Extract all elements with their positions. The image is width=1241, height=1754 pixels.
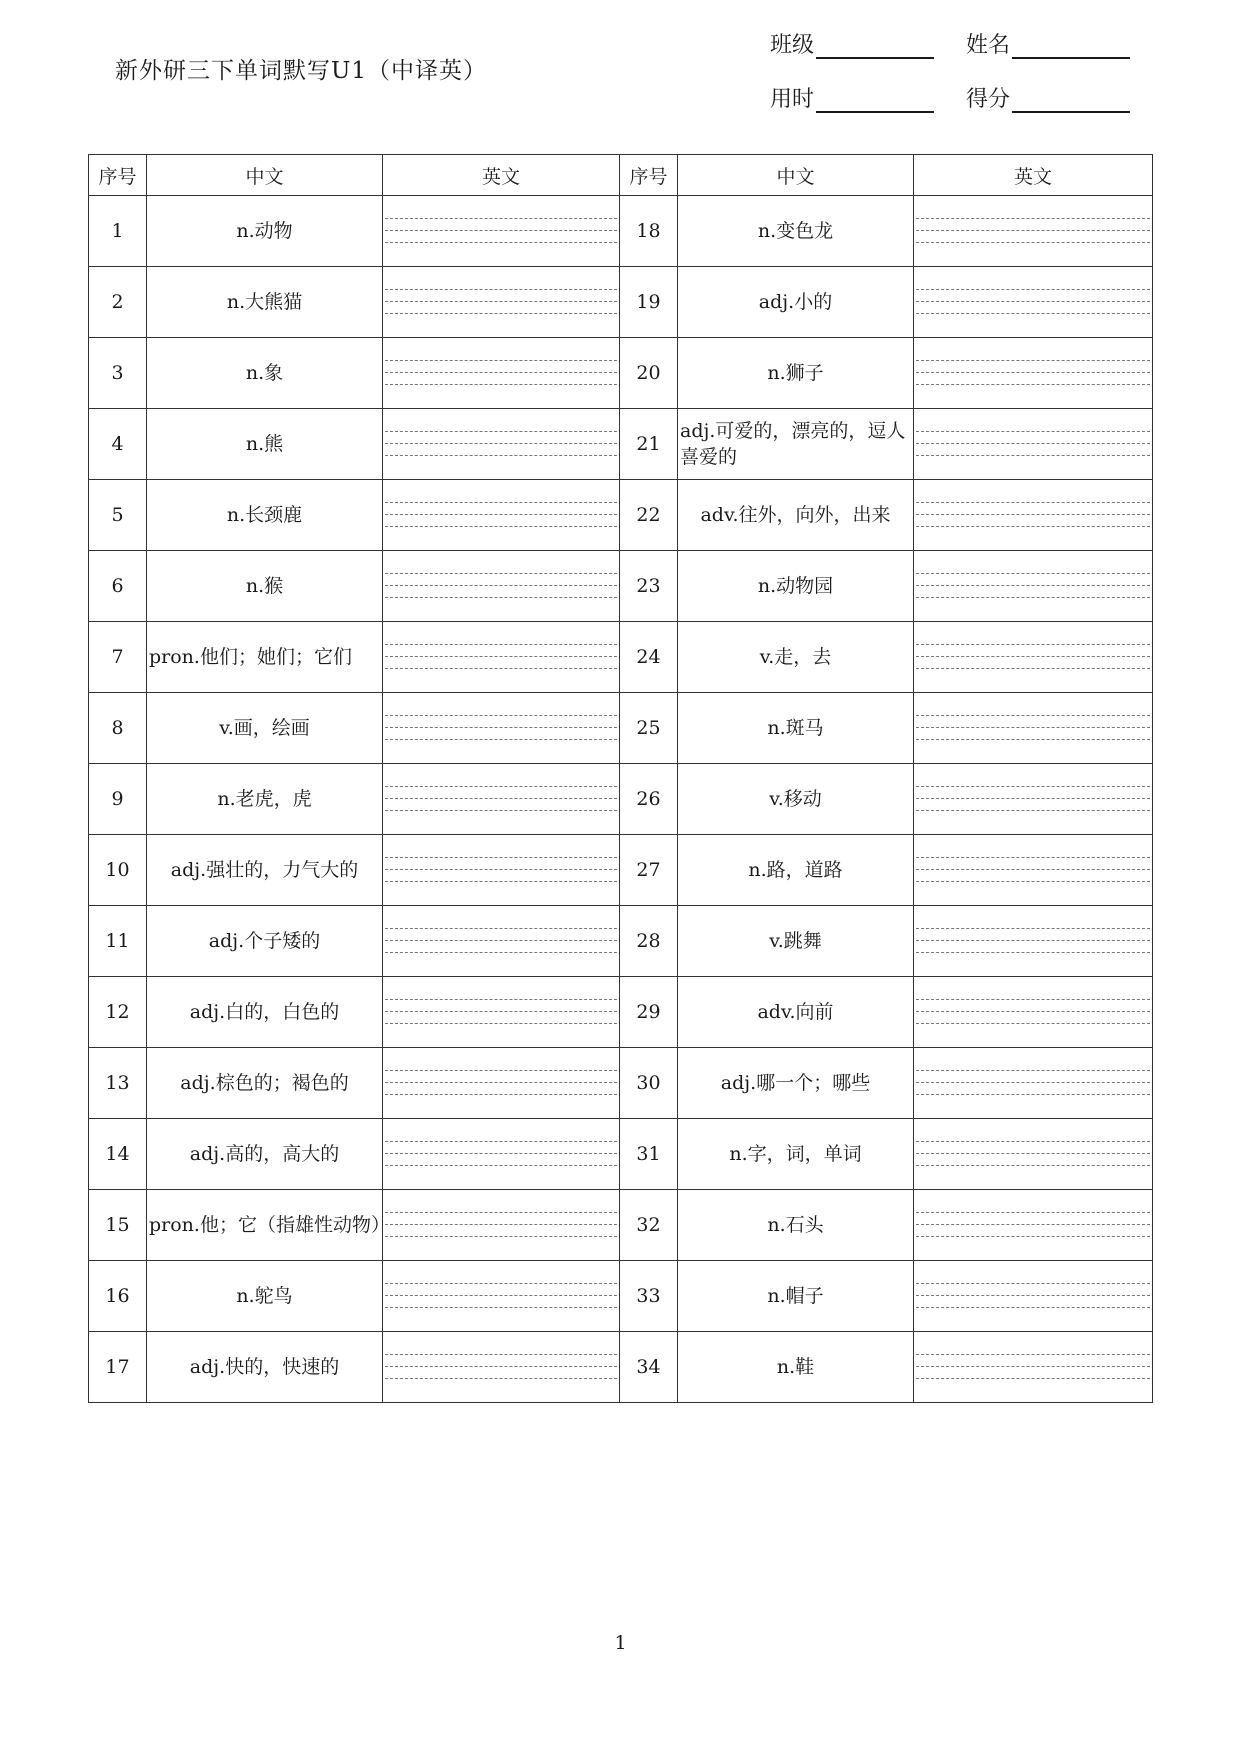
answer-guide-line: [916, 514, 1150, 515]
answer-guide-line: [385, 857, 617, 858]
english-answer-blank[interactable]: [383, 196, 620, 267]
answer-guide-line: [916, 940, 1150, 941]
chinese-meaning: v.画，绘画: [147, 693, 383, 764]
item-number: 32: [620, 1190, 678, 1261]
answer-guide-line: [385, 1082, 617, 1083]
chinese-meaning: n.字，词，单词: [678, 1119, 914, 1190]
table-row: [89, 906, 1153, 977]
vocabulary-table: [88, 154, 1153, 1403]
answer-guide-line: [916, 881, 1150, 882]
answer-guide-line: [916, 1224, 1150, 1225]
item-number: 18: [620, 196, 678, 267]
item-number: 20: [620, 338, 678, 409]
answer-guide-line: [916, 952, 1150, 953]
answer-guide-line: [385, 786, 617, 787]
column-header-english: 英文: [383, 155, 620, 196]
table-row: [89, 196, 1153, 267]
answer-guide-line: [916, 1366, 1150, 1367]
answer-guide-line: [385, 952, 617, 953]
answer-guide-line: [916, 644, 1150, 645]
english-answer-blank[interactable]: [383, 1119, 620, 1190]
answer-guide-line: [385, 230, 617, 231]
student-info: [770, 28, 1162, 136]
item-number: 24: [620, 622, 678, 693]
chinese-meaning: n.狮子: [678, 338, 914, 409]
score-field[interactable]: [966, 82, 1162, 113]
english-answer-blank[interactable]: [914, 906, 1153, 977]
english-answer-blank[interactable]: [383, 835, 620, 906]
english-answer-blank[interactable]: [914, 835, 1153, 906]
english-answer-blank[interactable]: [383, 906, 620, 977]
answer-guide-line: [385, 668, 617, 669]
class-field[interactable]: [770, 28, 966, 59]
chinese-meaning: n.长颈鹿: [147, 480, 383, 551]
answer-guide-line: [916, 798, 1150, 799]
item-number: 27: [620, 835, 678, 906]
answer-guide-line: [385, 1165, 617, 1166]
item-number: 4: [89, 409, 147, 480]
answer-guide-line: [916, 857, 1150, 858]
item-number: 26: [620, 764, 678, 835]
answer-guide-line: [916, 668, 1150, 669]
item-number: 19: [620, 267, 678, 338]
item-number: 8: [89, 693, 147, 764]
table-row: [89, 1332, 1153, 1403]
column-header-number: 序号: [89, 155, 147, 196]
chinese-meaning: n.斑马: [678, 693, 914, 764]
english-answer-blank[interactable]: [914, 267, 1153, 338]
answer-guide-line: [385, 573, 617, 574]
table-row: [89, 764, 1153, 835]
chinese-meaning: n.帽子: [678, 1261, 914, 1332]
answer-guide-line: [385, 715, 617, 716]
answer-guide-line: [385, 455, 617, 456]
answer-guide-line: [385, 644, 617, 645]
chinese-meaning: adj.强壮的，力气大的: [147, 835, 383, 906]
answer-guide-line: [916, 360, 1150, 361]
answer-guide-line: [916, 289, 1150, 290]
table-row: [89, 1119, 1153, 1190]
item-number: 5: [89, 480, 147, 551]
answer-guide-line: [385, 1011, 617, 1012]
english-answer-blank[interactable]: [383, 480, 620, 551]
english-answer-blank[interactable]: [383, 267, 620, 338]
item-number: 17: [89, 1332, 147, 1403]
score-label: 得分: [966, 87, 1011, 112]
answer-guide-line: [916, 1094, 1150, 1095]
chinese-meaning: v.跳舞: [678, 906, 914, 977]
english-answer-blank[interactable]: [383, 1332, 620, 1403]
item-number: 13: [89, 1048, 147, 1119]
chinese-meaning: n.动物园: [678, 551, 914, 622]
english-answer-blank[interactable]: [383, 1048, 620, 1119]
answer-guide-line: [385, 1224, 617, 1225]
chinese-meaning: adj.小的: [678, 267, 914, 338]
item-number: 15: [89, 1190, 147, 1261]
score-blank-line[interactable]: [1012, 87, 1130, 113]
answer-guide-line: [916, 455, 1150, 456]
answer-guide-line: [385, 1366, 617, 1367]
answer-guide-line: [385, 739, 617, 740]
item-number: 23: [620, 551, 678, 622]
english-answer-blank[interactable]: [383, 1190, 620, 1261]
answer-guide-line: [916, 218, 1150, 219]
table-row: [89, 1190, 1153, 1261]
answer-guide-line: [916, 1141, 1150, 1142]
table-row: [89, 835, 1153, 906]
answer-guide-line: [916, 313, 1150, 314]
item-number: 7: [89, 622, 147, 693]
answer-guide-line: [916, 573, 1150, 574]
chinese-meaning: adj.哪一个；哪些: [678, 1048, 914, 1119]
chinese-meaning: n.大熊猫: [147, 267, 383, 338]
chinese-meaning: adj.白的，白色的: [147, 977, 383, 1048]
answer-guide-line: [385, 928, 617, 929]
english-answer-blank[interactable]: [383, 977, 620, 1048]
english-answer-blank[interactable]: [914, 480, 1153, 551]
chinese-meaning: adj.个子矮的: [147, 906, 383, 977]
table-row: [89, 338, 1153, 409]
answer-guide-line: [385, 656, 617, 657]
answer-guide-line: [916, 431, 1150, 432]
english-answer-blank[interactable]: [383, 693, 620, 764]
item-number: 22: [620, 480, 678, 551]
english-answer-blank[interactable]: [914, 1048, 1153, 1119]
answer-guide-line: [385, 502, 617, 503]
answer-guide-line: [385, 869, 617, 870]
english-answer-blank[interactable]: [914, 693, 1153, 764]
answer-guide-line: [916, 1023, 1150, 1024]
english-answer-blank[interactable]: [914, 1190, 1153, 1261]
english-answer-blank[interactable]: [914, 1261, 1153, 1332]
english-answer-blank[interactable]: [914, 977, 1153, 1048]
english-answer-blank[interactable]: [914, 409, 1153, 480]
answer-guide-line: [916, 372, 1150, 373]
answer-guide-line: [916, 1212, 1150, 1213]
answer-guide-line: [385, 313, 617, 314]
answer-guide-line: [385, 372, 617, 373]
answer-guide-line: [385, 881, 617, 882]
chinese-meaning: adv.往外，向外，出来: [678, 480, 914, 551]
english-answer-blank[interactable]: [383, 1261, 620, 1332]
time-field[interactable]: [770, 82, 966, 113]
table-row: [89, 409, 1153, 480]
answer-guide-line: [385, 1354, 617, 1355]
chinese-meaning: n.老虎，虎: [147, 764, 383, 835]
answer-guide-line: [385, 1212, 617, 1213]
english-answer-blank[interactable]: [383, 338, 620, 409]
table-row: [89, 977, 1153, 1048]
answer-guide-line: [385, 810, 617, 811]
answer-guide-line: [916, 1283, 1150, 1284]
english-answer-blank[interactable]: [383, 764, 620, 835]
answer-guide-line: [916, 526, 1150, 527]
answer-guide-line: [916, 869, 1150, 870]
answer-guide-line: [385, 1153, 617, 1154]
answer-guide-line: [385, 1307, 617, 1308]
answer-guide-line: [916, 1153, 1150, 1154]
answer-guide-line: [916, 242, 1150, 243]
time-blank-line[interactable]: [816, 87, 934, 113]
chinese-meaning: n.动物: [147, 196, 383, 267]
chinese-meaning: v.走，去: [678, 622, 914, 693]
class-blank-line[interactable]: [816, 33, 934, 59]
chinese-meaning: adj.棕色的；褐色的: [147, 1048, 383, 1119]
table-row: [89, 551, 1153, 622]
answer-guide-line: [916, 443, 1150, 444]
english-answer-blank[interactable]: [383, 551, 620, 622]
english-answer-blank[interactable]: [383, 409, 620, 480]
answer-guide-line: [916, 1011, 1150, 1012]
table-row: [89, 622, 1153, 693]
answer-guide-line: [385, 384, 617, 385]
answer-guide-line: [385, 526, 617, 527]
answer-guide-line: [385, 1023, 617, 1024]
item-number: 11: [89, 906, 147, 977]
chinese-meaning: n.石头: [678, 1190, 914, 1261]
answer-guide-line: [385, 940, 617, 941]
class-label: 班级: [770, 33, 815, 58]
chinese-meaning: adj.快的，快速的: [147, 1332, 383, 1403]
answer-guide-line: [385, 242, 617, 243]
answer-guide-line: [916, 301, 1150, 302]
english-answer-blank[interactable]: [914, 196, 1153, 267]
item-number: 16: [89, 1261, 147, 1332]
page-number: 1: [614, 1632, 627, 1654]
chinese-meaning: n.象: [147, 338, 383, 409]
table-row: [89, 1261, 1153, 1332]
english-answer-blank[interactable]: [914, 1119, 1153, 1190]
answer-guide-line: [385, 1295, 617, 1296]
chinese-meaning: adv.向前: [678, 977, 914, 1048]
answer-guide-line: [385, 1236, 617, 1237]
answer-guide-line: [916, 502, 1150, 503]
answer-guide-line: [385, 999, 617, 1000]
column-header-chinese: 中文: [147, 155, 383, 196]
chinese-meaning: adj.高的，高大的: [147, 1119, 383, 1190]
answer-guide-line: [385, 727, 617, 728]
chinese-meaning: n.熊: [147, 409, 383, 480]
time-label: 用时: [770, 87, 815, 112]
answer-guide-line: [385, 443, 617, 444]
chinese-meaning: pron.他；它（指雄性动物）: [147, 1190, 383, 1261]
item-number: 14: [89, 1119, 147, 1190]
item-number: 34: [620, 1332, 678, 1403]
chinese-meaning: adj.可爱的，漂亮的，逗人喜爱的: [678, 409, 914, 480]
answer-guide-line: [385, 301, 617, 302]
answer-guide-line: [916, 597, 1150, 598]
column-header-chinese: 中文: [678, 155, 914, 196]
answer-guide-line: [385, 431, 617, 432]
answer-guide-line: [916, 1236, 1150, 1237]
item-number: 6: [89, 551, 147, 622]
chinese-meaning: n.鸵鸟: [147, 1261, 383, 1332]
name-blank-line[interactable]: [1012, 33, 1130, 59]
chinese-meaning: pron.他们；她们；它们: [147, 622, 383, 693]
chinese-meaning: n.变色龙: [678, 196, 914, 267]
answer-guide-line: [385, 1141, 617, 1142]
answer-guide-line: [916, 786, 1150, 787]
item-number: 33: [620, 1261, 678, 1332]
answer-guide-line: [385, 1283, 617, 1284]
english-answer-blank[interactable]: [914, 622, 1153, 693]
answer-guide-line: [916, 585, 1150, 586]
answer-guide-line: [385, 289, 617, 290]
item-number: 21: [620, 409, 678, 480]
answer-guide-line: [385, 1378, 617, 1379]
item-number: 30: [620, 1048, 678, 1119]
answer-guide-line: [385, 585, 617, 586]
answer-guide-line: [385, 514, 617, 515]
answer-guide-line: [916, 656, 1150, 657]
item-number: 1: [89, 196, 147, 267]
item-number: 28: [620, 906, 678, 977]
table-header-row: [89, 155, 1153, 196]
chinese-meaning: n.猴: [147, 551, 383, 622]
item-number: 12: [89, 977, 147, 1048]
answer-guide-line: [385, 798, 617, 799]
table-row: [89, 267, 1153, 338]
answer-guide-line: [916, 727, 1150, 728]
answer-guide-line: [385, 1070, 617, 1071]
answer-guide-line: [916, 810, 1150, 811]
table-row: [89, 693, 1153, 764]
answer-guide-line: [385, 218, 617, 219]
answer-guide-line: [916, 1378, 1150, 1379]
answer-guide-line: [385, 1094, 617, 1095]
english-answer-blank[interactable]: [914, 551, 1153, 622]
answer-guide-line: [916, 1082, 1150, 1083]
chinese-meaning: v.移动: [678, 764, 914, 835]
answer-guide-line: [385, 360, 617, 361]
english-answer-blank[interactable]: [914, 1332, 1153, 1403]
column-header-number: 序号: [620, 155, 678, 196]
answer-guide-line: [916, 1165, 1150, 1166]
answer-guide-line: [916, 1070, 1150, 1071]
table-row: [89, 1048, 1153, 1119]
english-answer-blank[interactable]: [914, 764, 1153, 835]
chinese-meaning: n.路，道路: [678, 835, 914, 906]
english-answer-blank[interactable]: [383, 622, 620, 693]
name-label: 姓名: [966, 33, 1011, 58]
item-number: 31: [620, 1119, 678, 1190]
chinese-meaning: n.鞋: [678, 1332, 914, 1403]
column-header-english: 英文: [914, 155, 1153, 196]
answer-guide-line: [916, 230, 1150, 231]
answer-guide-line: [916, 1295, 1150, 1296]
answer-guide-line: [916, 384, 1150, 385]
item-number: 25: [620, 693, 678, 764]
answer-guide-line: [385, 597, 617, 598]
table-row: [89, 480, 1153, 551]
item-number: 9: [89, 764, 147, 835]
name-field[interactable]: [966, 28, 1162, 59]
item-number: 29: [620, 977, 678, 1048]
item-number: 2: [89, 267, 147, 338]
page-title: 新外研三下单词默写U1（中译英）: [115, 58, 488, 84]
item-number: 3: [89, 338, 147, 409]
answer-guide-line: [916, 928, 1150, 929]
answer-guide-line: [916, 1307, 1150, 1308]
answer-guide-line: [916, 739, 1150, 740]
answer-guide-line: [916, 999, 1150, 1000]
english-answer-blank[interactable]: [914, 338, 1153, 409]
answer-guide-line: [916, 1354, 1150, 1355]
answer-guide-line: [916, 715, 1150, 716]
item-number: 10: [89, 835, 147, 906]
